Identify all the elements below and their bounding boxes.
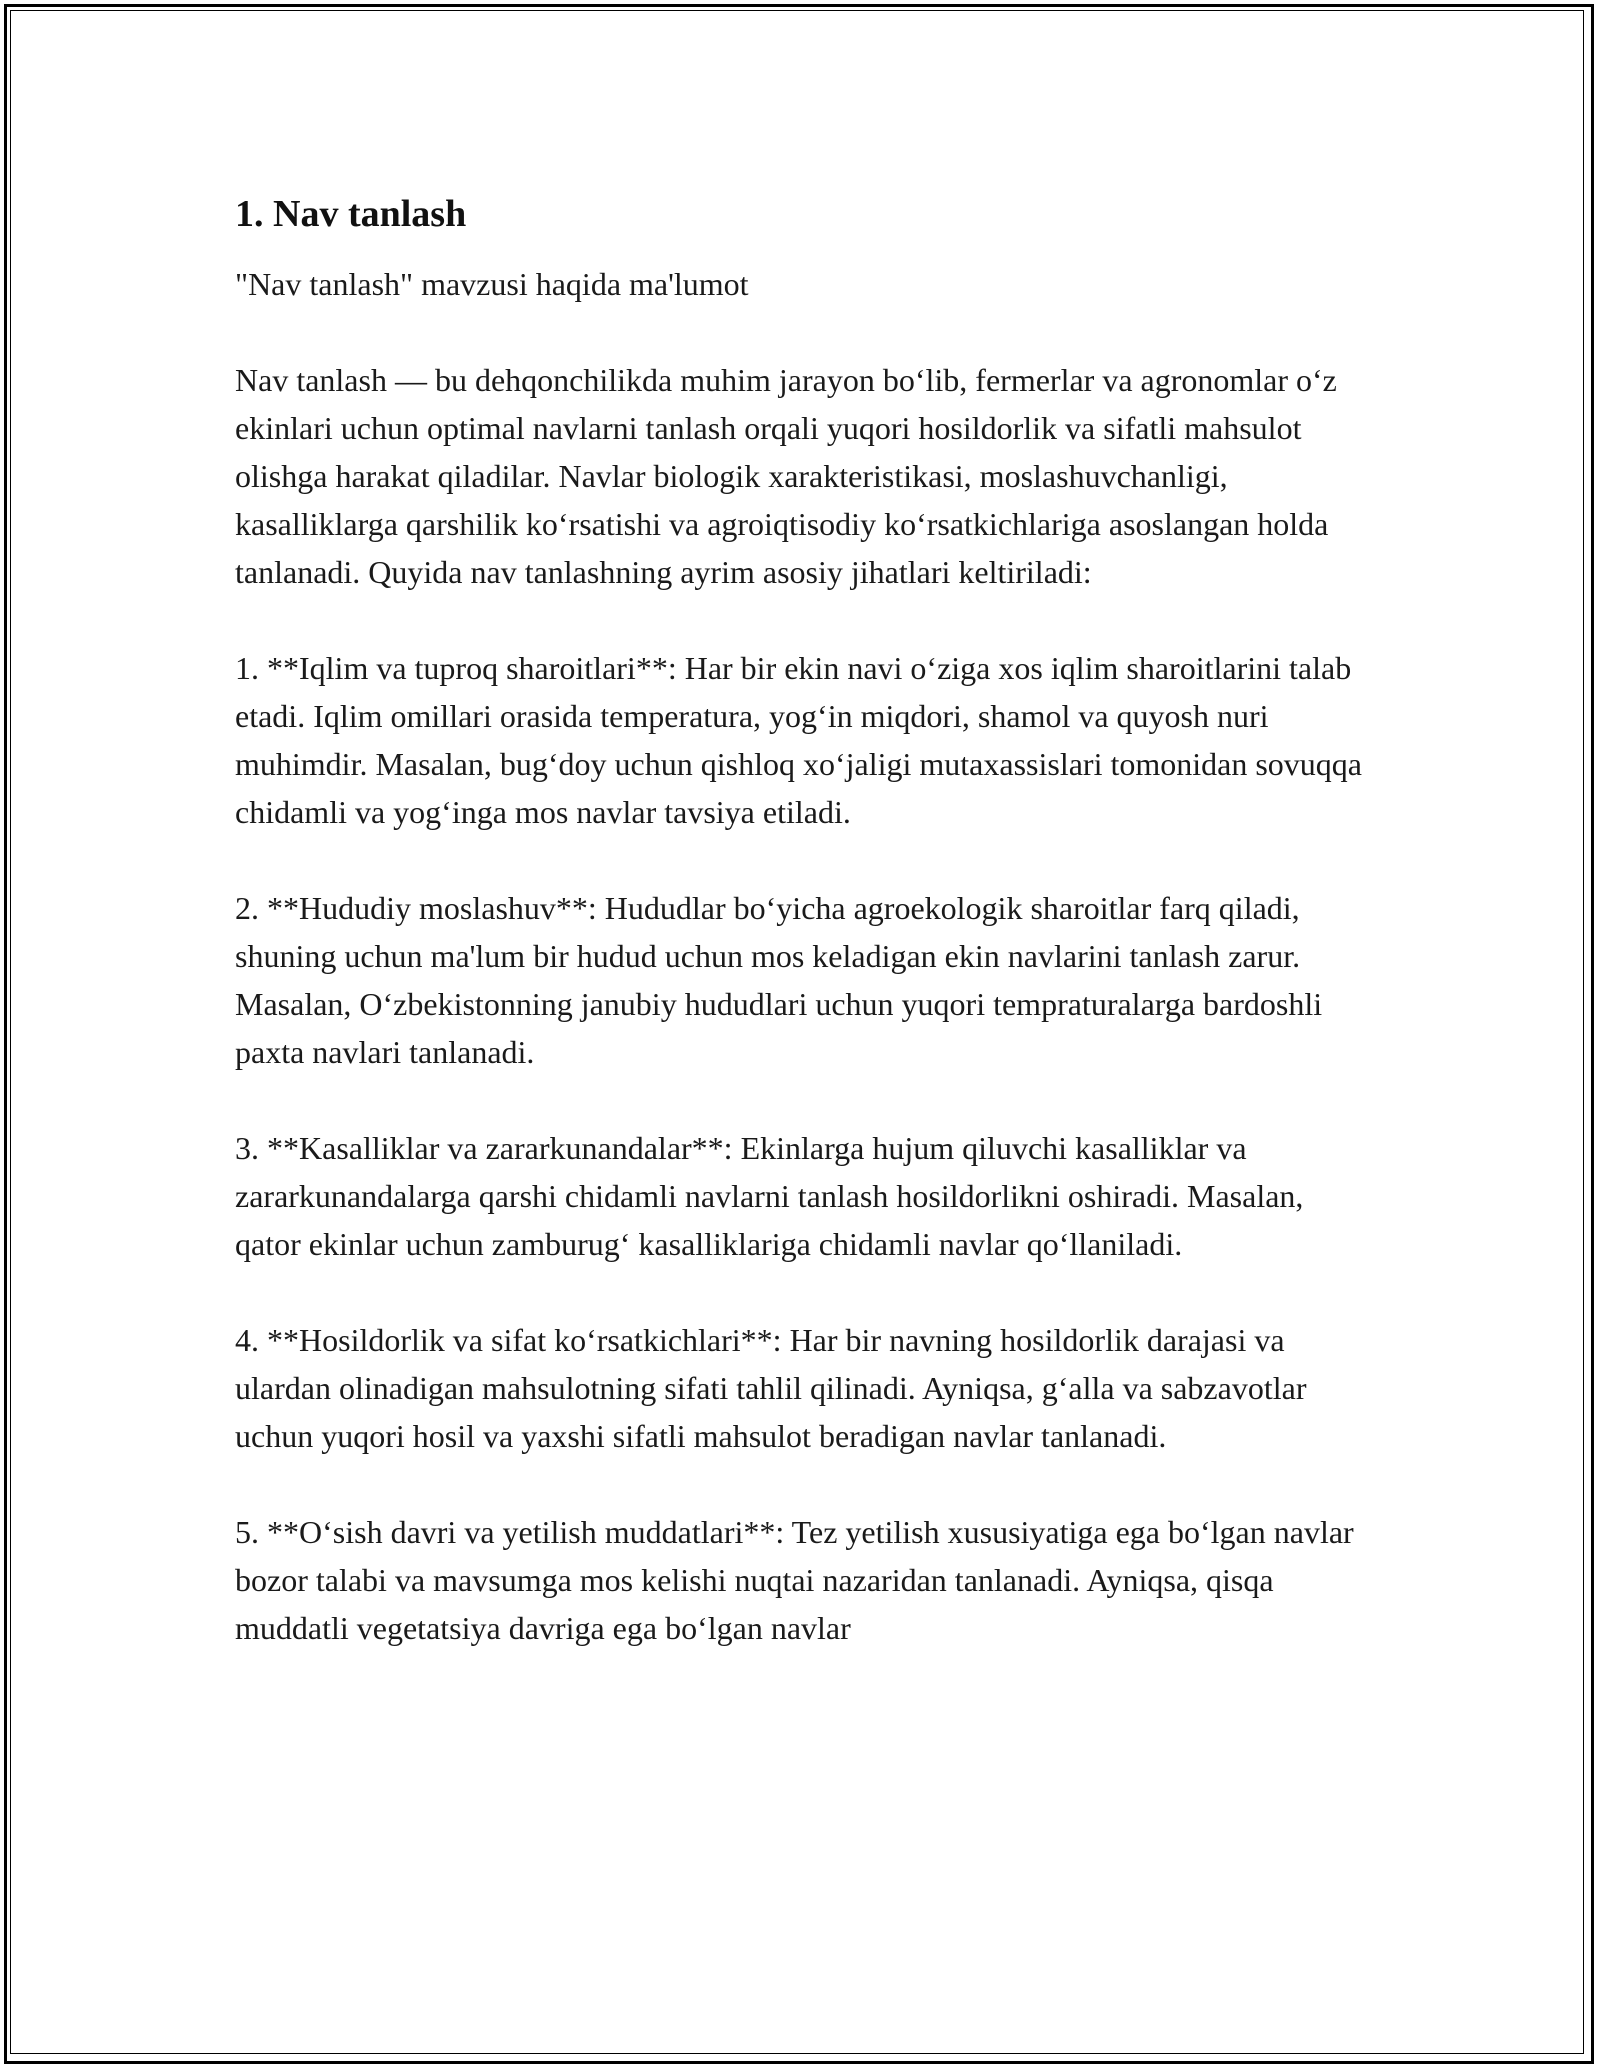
list-item-yield-quality: 4. **Hosildorlik va sifat ko‘rsatkichlari**: Har bir navning hosildorlik darajasi va ulardan olinadigan mahsulotning sifati tahlil qilinadi. Ayniqsa, g‘alla va sabzavotlar uchun yuqori hosil va yaxshi sifatli mahsulot beradigan navlar tanlanadi. <box>235 1322 1307 1454</box>
intro-paragraph: Nav tanlash — bu dehqonchilikda muhim jarayon bo‘lib, fermerlar va agronomlar o‘z ekinlari uchun optimal navlarni tanlash orqali yuqori hosildorlik va sifatli mahsulot olishga harakat qiladilar. Navlar biologik xarakteristikasi, moslashuvchanligi, kasalliklarga qarshilik ko‘rsatishi va agroiqtisodiy ko‘rsatkichlariga asoslangan holda tanlanadi. Quyida nav tanlashning ayrim asosiy jihatlari keltiriladi: <box>235 362 1337 590</box>
section-heading: 1. Nav tanlash <box>235 193 467 235</box>
subtitle: "Nav tanlash" mavzusi haqida ma'lumot <box>235 266 749 302</box>
document-page <box>235 190 1375 1700</box>
list-item-climate-soil: 1. **Iqlim va tuproq sharoitlari**: Har bir ekin navi o‘ziga xos iqlim sharoitlarini talab etadi. Iqlim omillari orasida temperatura, yog‘in miqdori, shamol va quyosh nuri muhimdir. Masalan, bug‘doy uchun qishloq xo‘jaligi mutaxassislari tomonidan sovuqqa chidamli va yog‘inga mos navlar tavsiya etiladi. <box>235 650 1362 830</box>
list-item-diseases-pests: 3. **Kasalliklar va zararkunandalar**: Ekinlarga hujum qiluvchi kasalliklar va zararkunandalarga qarshi chidamli navlarni tanlash hosildorlikni oshiradi. Masalan, qator ekinlar uchun zamburug‘ kasalliklariga chidamli navlar qo‘llaniladi. <box>235 1130 1304 1262</box>
list-item-growth-period: 5. **O‘sish davri va yetilish muddatlari**: Tez yetilish xususiyatiga ega bo‘lgan navlar bozor talabi va mavsumga mos kelishi nuqtai nazaridan tanlanadi. Ayniqsa, qisqa muddatli vegetatsiya davriga ega bo‘lgan navlar <box>235 1514 1354 1646</box>
list-item-regional-adaptation: 2. **Hududiy moslashuv**: Hududlar bo‘yicha agroekologik sharoitlar farq qiladi, shuning uchun ma'lum bir hudud uchun mos keladigan ekin navlarini tanlash zarur. Masalan, O‘zbekistonning janubiy hududlari uchun yuqori tempraturalarga bardoshli paxta navlari tanlanadi. <box>235 890 1323 1070</box>
